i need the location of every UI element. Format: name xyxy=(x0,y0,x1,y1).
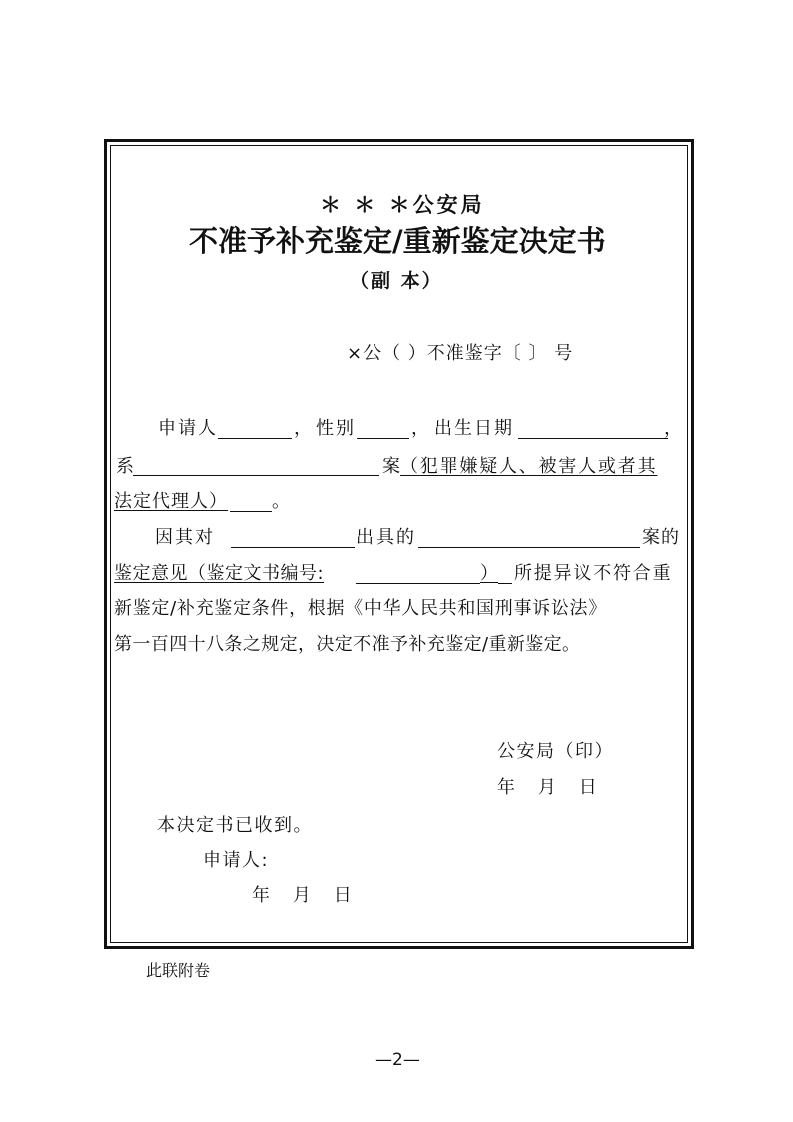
role-options: （犯罪嫌疑人、被害人或者其 xyxy=(400,456,658,477)
comma: ， xyxy=(294,418,312,439)
comma: ， xyxy=(664,418,682,439)
paren-underline xyxy=(498,583,512,584)
role-field-tail[interactable] xyxy=(230,511,272,512)
gender-field[interactable] xyxy=(357,438,409,439)
decision-text: 第一百四十八条之规定，决定不准予补充鉴定/重新鉴定。 xyxy=(114,634,581,655)
document-number: ×公（ ）不准鉴字〔 〕 号 xyxy=(347,343,574,364)
archive-note: 此联附卷 xyxy=(146,961,211,980)
document-subtitle: （副 本） xyxy=(350,270,443,292)
issued-by-text: 出具的 xyxy=(356,527,416,548)
document-number-field[interactable] xyxy=(356,583,480,584)
agency-name: ＊ ＊ ＊公安局 xyxy=(320,192,485,217)
page-number: —2— xyxy=(375,1050,420,1070)
opinion-label: 鉴定意见（鉴定文书编号: xyxy=(114,563,325,584)
birth-date-field[interactable] xyxy=(518,438,668,439)
document-title: 不准予补充鉴定/重新鉴定决定书 xyxy=(189,224,606,258)
close-paren: ） xyxy=(480,563,498,584)
case-of-text: 案的 xyxy=(642,527,680,548)
receipt-date: 年 月 日 xyxy=(252,885,352,906)
objection-text: 所提异议不符合重 xyxy=(514,563,673,584)
police-seal: 公安局（印） xyxy=(497,741,614,762)
period: 。 xyxy=(272,491,290,512)
relation-prefix: 系 xyxy=(116,456,134,477)
comma: ， xyxy=(411,418,429,439)
issue-date: 年 月 日 xyxy=(497,777,597,798)
applicant-label: 申请人 xyxy=(158,418,218,439)
gender-label: 性别 xyxy=(316,418,356,439)
birth-date-label: 出生日期 xyxy=(434,418,514,439)
applicant-name-field[interactable] xyxy=(218,438,292,439)
reason-prefix: 因其对 xyxy=(155,527,215,548)
receipt-applicant: 申请人: xyxy=(203,850,270,871)
case-name-field[interactable] xyxy=(133,475,379,476)
receipt-statement: 本决定书已收到。 xyxy=(157,815,313,836)
case-reference-field[interactable] xyxy=(418,547,640,548)
role-options-continued: 法定代理人） xyxy=(114,491,228,512)
appraisal-institution-field[interactable] xyxy=(231,547,355,548)
condition-text: 新鉴定/补充鉴定条件，根据《中华人民共和国刑事诉讼法》 xyxy=(114,598,607,619)
case-char: 案 xyxy=(382,456,400,477)
